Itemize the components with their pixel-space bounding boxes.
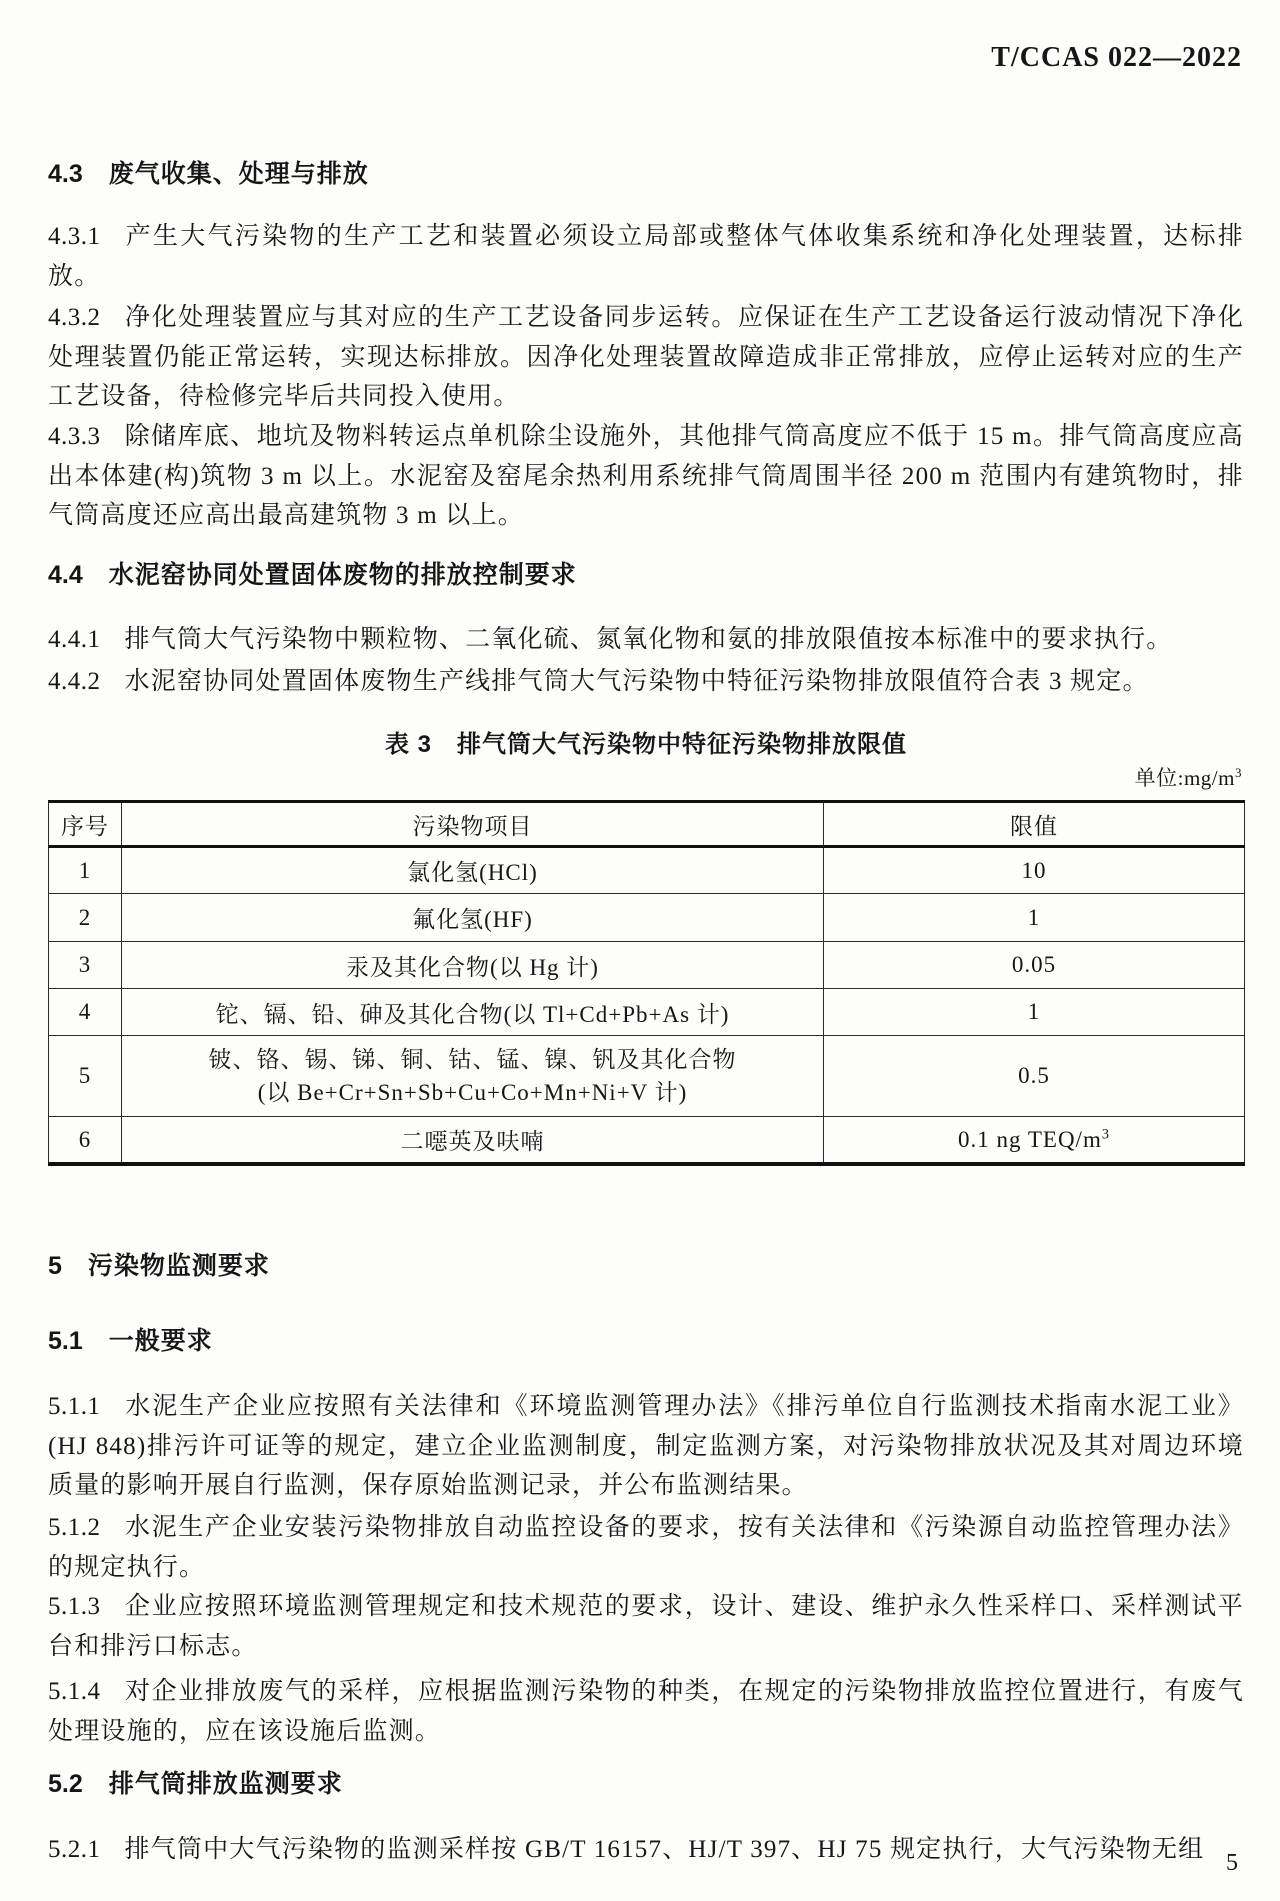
row-seq: 1 [49,847,122,894]
clause-text: 产生大气污染物的生产工艺和装置必须设立局部或整体气体收集系统和净化处理装置，达标排放。 [48,223,1244,290]
section-heading-5-1 [48,1325,1244,1357]
section-title: 废气收集、处理与排放 [108,159,369,188]
section-heading-5 [48,1250,1244,1282]
unit-text: 单位:mg/m [1134,766,1235,790]
limit-value: 0.1 ng TEQ/m [958,1126,1102,1152]
clause-number: 5.1.2 [48,1514,101,1541]
row-pollutant: 二噁英及呋喃 [122,1117,824,1165]
clause-text: 水泥窑协同处置固体废物生产线排气筒大气污染物中特征污染物排放限值符合表 3 规定。 [124,668,1149,695]
pollutant-line-1: 铍、铬、锡、锑、铜、钴、锰、镍、钒及其化合物 [208,1047,737,1072]
row-limit [824,1117,1245,1165]
clause-text: 水泥生产企业应按照有关法律和《环境监测管理办法》《排污单位自行监测技术指南水泥工业》(HJ 848)排污许可证等的规定，建立企业监测制度，制定监测方案，对污染物排放状况及其对周边环境质量的影响开展自行监测，保存原始监测记录，并公布监测结果。 [48,1393,1244,1499]
clause-number: 5.2.1 [48,1836,101,1863]
standard-number: T/CCAS 022—2022 [991,42,1242,73]
section-number: 4.3 [48,159,83,188]
section-heading-5-2 [48,1768,1244,1800]
row-pollutant [122,1036,824,1117]
table-caption: 表 3 排气筒大气污染物中特征污染物排放限值 [384,731,907,758]
table-unit-label [1135,764,1242,792]
row-pollutant: 氟化氢(HF) [122,894,824,942]
section-heading-4-3 [48,158,1244,190]
table-header-row [49,802,1245,847]
section-number: 5.1 [48,1326,83,1355]
row-seq: 4 [49,989,122,1036]
clause-text: 水泥生产企业安装污染物排放自动监控设备的要求，按有关法律和《污染源自动监控管理办法》的规定执行。 [48,1514,1244,1581]
section-number: 5 [48,1251,62,1280]
clause-number: 4.4.2 [48,668,101,695]
clause-4-3-1 [48,217,1244,296]
row-pollutant: 氯化氢(HCl) [122,847,824,894]
row-seq: 2 [49,894,122,942]
row-seq: 6 [49,1117,122,1165]
clause-4-3-2 [48,298,1244,417]
clause-5-1-2 [48,1508,1244,1587]
col-header-limit: 限值 [824,802,1245,847]
unit-superscript: 3 [1234,765,1242,780]
col-header-seq: 序号 [49,802,122,847]
clause-5-1-4 [48,1672,1244,1751]
limits-table [48,800,1245,1166]
section-heading-4-4 [48,559,1244,591]
table-row [49,1117,1245,1165]
row-limit: 0.05 [824,942,1245,989]
section-title: 一般要求 [108,1326,213,1355]
clause-text: 对企业排放废气的采样，应根据监测污染物的种类，在规定的污染物排放监控位置进行，有废气处理设施的，应在该设施后监测。 [48,1678,1244,1745]
table-row [49,1036,1245,1117]
clause-5-2-1 [48,1830,1244,1870]
clause-text: 排气筒中大气污染物的监测采样按 GB/T 16157、HJ/T 397、HJ 75 规定执行，大气污染物无组 [124,1836,1205,1863]
row-seq: 3 [49,942,122,989]
col-header-pollutant: 污染物项目 [122,802,824,847]
clause-4-4-1 [48,620,1244,660]
clause-number: 4.3.3 [48,423,101,450]
section-number: 4.4 [48,560,83,589]
clause-text: 净化处理装置应与其对应的生产工艺设备同步运转。应保证在生产工艺设备运行波动情况下净化处理装置仍能正常运转，实现达标排放。因净化处理装置故障造成非正常排放，应停止运转对应的生产工艺设备，待检修完毕后共同投入使用。 [48,304,1244,410]
table-row [49,942,1245,989]
clause-text: 除储库底、地坑及物料转运点单机除尘设施外，其他排气筒高度应不低于 15 m。排气筒高度应高出本体建(构)筑物 3 m 以上。水泥窑及窑尾余热利用系统排气筒周围半径 200 m 范围内有建筑物时，排气筒高度还应高出最高建筑物 3 m 以上。 [48,423,1244,529]
clause-number: 5.1.4 [48,1678,101,1705]
clause-number: 5.1.1 [48,1393,101,1420]
row-limit: 10 [824,847,1245,894]
row-seq: 5 [49,1036,122,1117]
clause-text: 企业应按照环境监测管理规定和技术规范的要求，设计、建设、维护永久性采样口、采样测试平台和排污口标志。 [48,1593,1244,1660]
clause-4-3-3 [48,417,1244,536]
table-row [49,989,1245,1036]
clause-number: 4.3.1 [48,223,101,250]
clause-number: 5.1.3 [48,1593,101,1620]
limit-superscript: 3 [1101,1125,1110,1142]
row-limit: 1 [824,989,1245,1036]
table-row [49,847,1245,894]
clause-text: 排气筒大气污染物中颗粒物、二氧化硫、氮氧化物和氨的排放限值按本标准中的要求执行。 [124,626,1173,653]
table-row [49,894,1245,942]
clause-5-1-1 [48,1387,1244,1506]
section-title: 排气筒排放监测要求 [108,1769,343,1798]
section-title: 水泥窑协同处置固体废物的排放控制要求 [108,560,577,589]
section-title: 污染物监测要求 [87,1251,270,1280]
row-pollutant: 铊、镉、铅、砷及其化合物(以 Tl+Cd+Pb+As 计) [122,989,824,1036]
pollutant-line-2: (以 Be+Cr+Sn+Sb+Cu+Co+Mn+Ni+V 计) [257,1080,688,1105]
page-number: 5 [1226,1850,1238,1876]
row-limit: 0.5 [824,1036,1245,1117]
clause-5-1-3 [48,1587,1244,1666]
clause-4-4-2 [48,662,1244,702]
row-limit: 1 [824,894,1245,942]
clause-number: 4.4.1 [48,626,101,653]
section-number: 5.2 [48,1769,83,1798]
row-pollutant: 汞及其化合物(以 Hg 计) [122,942,824,989]
clause-number: 4.3.2 [48,304,101,331]
